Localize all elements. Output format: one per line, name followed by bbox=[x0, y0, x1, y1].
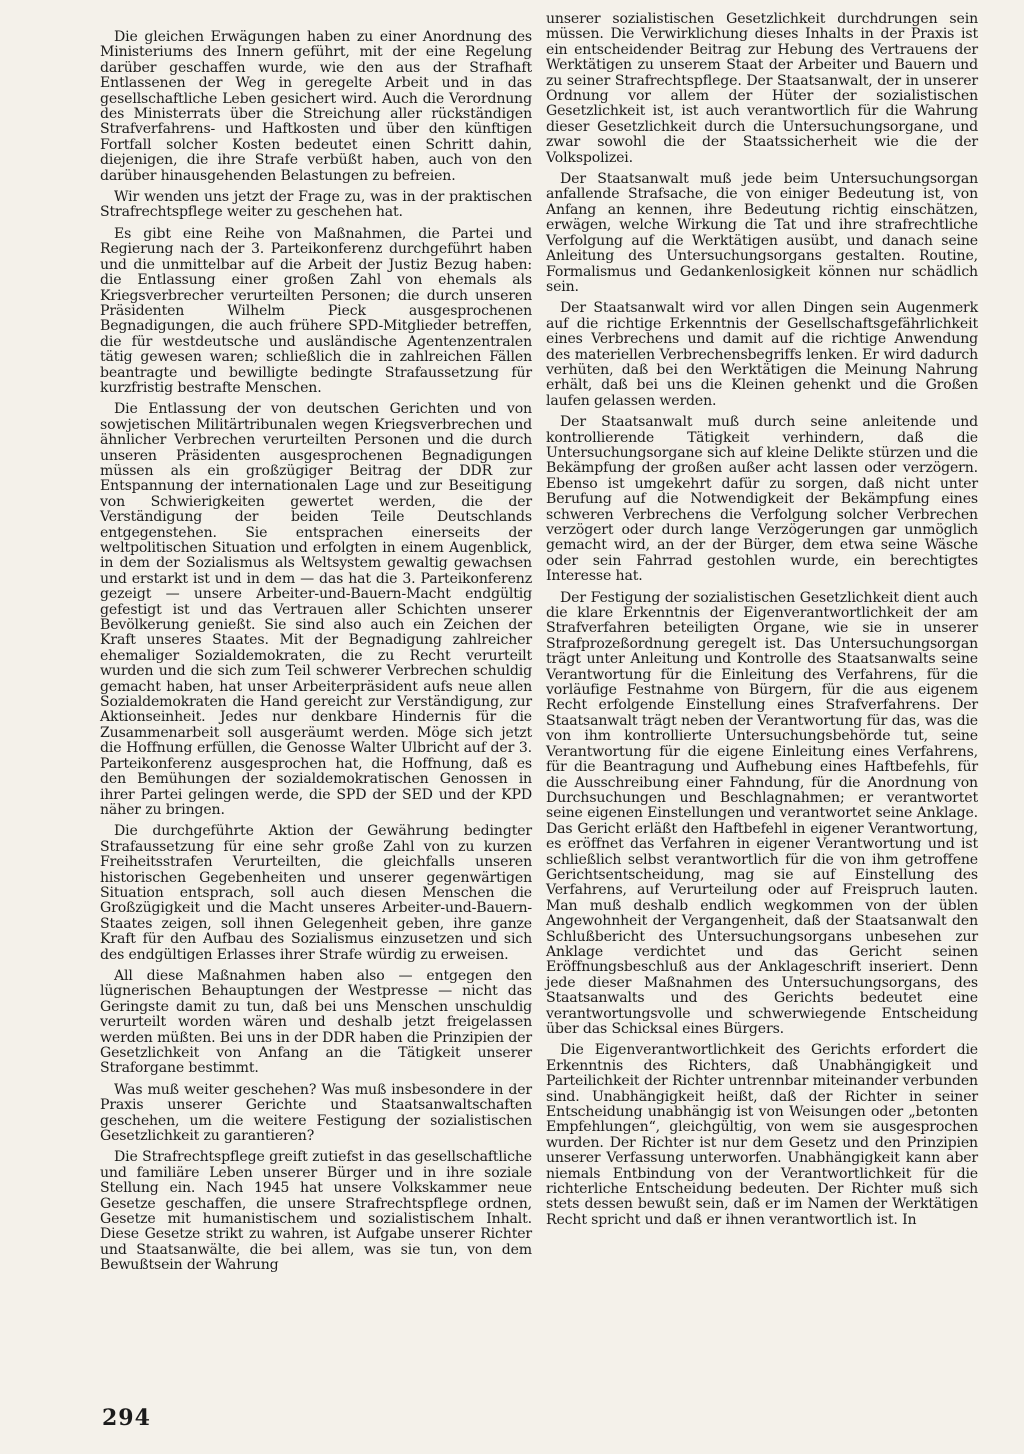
paragraph: Wir wenden uns jetzt der Frage zu, was in der praktischen Strafrechtspflege weiter zu geschehen hat. bbox=[100, 189, 532, 221]
paragraph: All diese Maßnahmen haben also — entgegen den lügnerischen Behauptungen der Westpresse — nicht das Geringste damit zu tun, daß bei uns Menschen unschuldig verurteilt worden wären und deshalb jetzt freigelassen werden müßten. Bei uns in der DDR haben die Prinzipien der Gesetzlichkeit von Anfang an die Tätigkeit unserer Straforgane bestimmt. bbox=[100, 967, 532, 1077]
page-number: 294 bbox=[102, 1405, 151, 1431]
paragraph: Die Entlassung der von deutschen Gerichten und von sowjetischen Militärtribunalen wegen Kriegsverbrechen und ähnlicher Verbrechen verurteilten Personen und die durch unseren Präsidenten ausgesprochenen Begnadigungen müssen als ein großzügiger Beitrag der DDR zur Entspannung der internationalen Lage und zur Beseitigung von Schwierigkeiten gewertet werden, die der Verständigung der beiden Teile Deutschlands entgegenstehen. Sie entsprachen einerseits der weltpolitischen Situation und erfolgten in einem Augenblick, in dem der Sozialismus als Weltsystem gewaltig gewachsen und erstarkt ist und in dem — das hat die 3. Parteikonferenz gezeigt — unsere Arbeiter-und-Bauern-Macht endgültig gefestigt ist und das Vertrauen aller Schichten unserer Bevölkerung genießt. Sie sind also auch ein Zeichen der Kraft unseres Staates. Mit der Begnadigung zahlreicher ehemaliger Sozialdemokraten, die zu Recht verurteilt wurden und die sich zum Teil schwerer Verbrechen schuldig gemacht haben, hat unser Arbeiterpräsident aufs neue allen Sozialdemokraten die Hand gereicht zur Verständigung, zur Aktionseinheit. Jedes nur denkbare Hindernis für die Zusammenarbeit soll ausgeräumt werden. Möge sich jetzt die Hoffnung erfüllen, die Genosse Walter Ulbricht auf der 3. Parteikonferenz ausgesprochen hat, die Hoffnung, daß es den Bemühungen der sozialdemokratischen Genossen in ihrer Partei gelingen werde, die SPD der SED und der KPD näher zu bringen. bbox=[100, 401, 532, 818]
paragraph: Der Festigung der sozialistischen Gesetzlichkeit dient auch die klare Erkenntnis der Eigenverantwortlichkeit der am Strafverfahren beteiligten Organe, wie sie in unserer Strafprozeßordnung geregelt ist. Das Untersuchungsorgan trägt unter Anleitung und Kontrolle des Staatsanwalts seine Verantwortung für die Einleitung des Verfahrens, für die vorläufige Festnahme von Bürgern, für die aus eigenem Recht erfolgende Einstellung eines Strafverfahrens. Der Staatsanwalt trägt neben der Verantwortung für das, was die von ihm kontrollierte Untersuchungsbehörde tut, seine Verantwortung für die eigene Einleitung eines Verfahrens, für die Beantragung und Aufhebung eines Haftbefehls, für die Ausschreibung einer Fahndung, für die Anordnung von Durchsuchungen und Beschlagnahmen; er verantwortet seine eigenen Einstellungen und verantwortet seine Anklage. Das Gericht erläßt den Haftbefehl in eigener Verantwortung, es eröffnet das Verfahren in eigener Verantwortung und ist schließlich selbst verantwortlich für die von ihm getroffene Gerichtsentscheidung, mag sie auf Einstellung des Verfahrens, auf Verurteilung oder auf Freispruch lauten. Man muß deshalb endlich wegkommen von der üblen Angewohnheit der Vergangenheit, daß der Staatsanwalt den Schlußbericht des Untersuchungsorgans unbesehen zur Anklage verdichtet und das Gericht seinen Eröffnungsbeschluß aus der Anklageschrift inseriert. Denn jede dieser Maßnahmen des Untersuchungsorgans, des Staatsanwalts und des Gerichts bedeutet eine verantwortungsvolle und schwerwiegende Entscheidung über das Schicksal eines Bürgers. bbox=[546, 589, 978, 1037]
paragraph: Der Staatsanwalt wird vor allen Dingen sein Augenmerk auf die richtige Erkenntnis der Gesellschaftsgefährlichkeit eines Verbrechens und damit auf die richtige Anwendung des materiellen Verbrechensbegriffs lenken. Er wird dadurch verhüten, daß bei den Werktätigen die Meinung Nahrung erhält, daß bei uns die Kleinen gehenkt und die Großen laufen gelassen werden. bbox=[546, 300, 978, 409]
paragraph: Was muß weiter geschehen? Was muß insbesondere in der Praxis unserer Gerichte und Staatsanwaltschaften geschehen, um die weitere Festigung der sozialistischen Gesetzlichkeit zu garantieren? bbox=[100, 1081, 532, 1145]
right-column bbox=[546, 12, 978, 1234]
paragraph: Der Staatsanwalt muß durch seine anleitende und kontrollierende Tätigkeit verhindern, daß die Untersuchungsorgane sich auf kleine Delikte stürzen und die Bekämpfung der großen außer acht lassen oder verzögern. Ebenso ist umgekehrt dafür zu sorgen, daß nicht unter Berufung auf die Notwendigkeit der Bekämpfung eines schweren Verbrechens die Verfolgung solcher Verbrechen verzögert oder durch lange Verzögerungen gar unmöglich gemacht wird, an der der Bürger, dem etwa seine Wäsche oder sein Fahrrad gestohlen wurde, ein berechtigtes Interesse hat. bbox=[546, 414, 978, 585]
paragraph: Der Staatsanwalt muß jede beim Untersuchungsorgan anfallende Strafsache, die von einiger Bedeutung ist, von Anfang an kennen, ihre Bedeutung richtig einschätzen, erwägen, welche Wirkung die Tat und ihre strafrechtliche Verfolgung auf die Werktätigen ausübt, und danach seine Anleitung des Untersuchungsorgans gestalten. Routine, Formalismus und Gedankenlosigkeit können nur schädlich sein. bbox=[546, 171, 978, 295]
paragraph: Die durchgeführte Aktion der Gewährung bedingter Strafaussetzung für eine sehr große Zahl von zu kurzen Freiheitsstrafen Verurteilten, die gleichfalls unseren historischen Gegebenheiten und unserer gegenwärtigen Situation entsprach, soll auch diesen Menschen die Großzügigkeit und die Macht unseres Arbeiter-und-Bauern-Staates zeigen, soll ihnen Gelegenheit geben, ihre ganze Kraft für den Aufbau des Sozialismus einzusetzen und sich des endgültigen Erlasses ihrer Strafe würdig zu erweisen. bbox=[100, 823, 532, 963]
paragraph: Die Eigenverantwortlichkeit des Gerichts erfordert die Erkenntnis des Richters, daß Unabhängigkeit und Parteilichkeit der Richter untrennbar miteinander verbunden sind. Unabhängigkeit heißt, daß der Richter in seiner Entscheidung unabhängig ist von Weisungen oder „betonten Empfehlungen“, gleichgültig, von wem sie ausgesprochen wurden. Der Richter ist nur dem Gesetz und den Prinzipien unserer Verfassung unterworfen. Unabhängigkeit kann aber niemals Entbindung von der Verantwortlichkeit für die richterliche Entscheidung bedeuten. Der Richter muß sich stets dessen bewußt sein, daß er im Namen der Werktätigen Recht spricht und daß er ihnen verantwortlich ist. In bbox=[546, 1042, 978, 1228]
paragraph: Die Strafrechtspflege greift zutiefst in das gesellschaftliche und familiäre Leben unserer Bürger und in ihre soziale Stellung ein. Nach 1945 hat unsere Volkskammer neue Gesetze geschaffen, die unsere Strafrechtspflege ordnen, Gesetze mit humanistischem und sozialistischem Inhalt. Diese Gesetze strikt zu wahren, ist Aufgabe unserer Richter und Staatsanwälte, die bei allem, was sie tun, von dem Bewußtsein der Wahrung bbox=[100, 1149, 532, 1274]
left-column bbox=[100, 30, 532, 1280]
paragraph: unserer sozialistischen Gesetzlichkeit durchdrungen sein müssen. Die Verwirklichung dieses Inhalts in der Praxis ist ein entscheidender Beitrag zur Hebung des Vertrauens der Werktätigen zu unserem Staat der Arbeiter und Bauern und zu seiner Strafrechtspflege. Der Staatsanwalt, der in unserer Ordnung vor allem der Hüter der sozialistischen Gesetzlichkeit ist, ist auch verantwortlich für die Wahrung dieser Gesetzlichkeit durch die Untersuchungsorgane, und zwar sowohl die der Staatssicherheit wie die der Volkspolizei. bbox=[546, 11, 978, 166]
paragraph: Es gibt eine Reihe von Maßnahmen, die Partei und Regierung nach der 3. Parteikonferenz durchgeführt haben und die unmittelbar auf die Arbeit der Justiz Bezug haben: die Entlassung einer großen Zahl von ehemals als Kriegsverbrecher verurteilten Personen; die durch unseren Präsidenten Wilhelm Pieck ausgesprochenen Begnadigungen, die auch frühere SPD-Mitglieder betreffen, die für westdeutsche und ausländische Agentenzentralen tätig gewesen waren; schließlich die in zahlreichen Fällen beantragte und bewilligte bedingte Strafaussetzung für kurzfristig bestrafte Menschen. bbox=[100, 225, 532, 396]
paragraph: Die gleichen Erwägungen haben zu einer Anordnung des Ministeriums des Innern geführt, mit der eine Regelung darüber geschaffen wurde, wie den aus der Strafhaft Entlassenen der Weg in geregelte Arbeit und in das gesellschaftliche Leben gesichert wird. Auch die Verordnung des Ministerrats über die Streichung aller rückständigen Strafverfahrens- und Haftkosten und über den künftigen Fortfall solcher Kosten bedeutet einen Schritt dahin, diejenigen, die ihre Strafe verbüßt haben, auch von den darüber hinausgehenden Belastungen zu befreien. bbox=[100, 29, 532, 184]
